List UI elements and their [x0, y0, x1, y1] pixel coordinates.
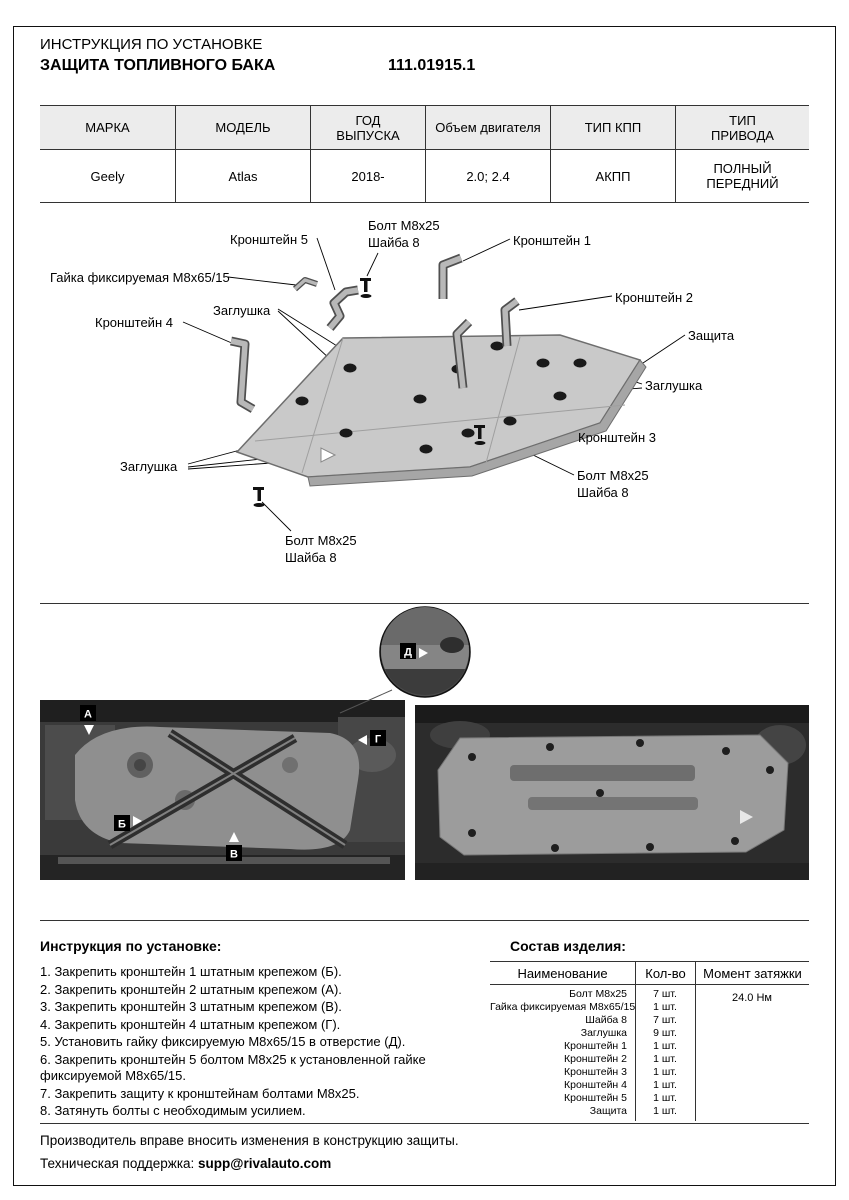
- component-name: Заглушка: [580, 1027, 627, 1039]
- component-qty: 1 шт.: [653, 1092, 677, 1104]
- instruction-step-6: 6. Закрепить кронштейн 5 болтом М8х25 к установленной гайке фиксируемой М8х65/15.: [40, 1051, 426, 1083]
- bolt-top-part: [360, 278, 372, 298]
- component-name: Защита: [589, 1105, 627, 1117]
- marker-b-letter: Б: [118, 818, 126, 831]
- components-col-qty: Кол-во: [635, 962, 695, 984]
- callout-bolt-top: [368, 217, 440, 251]
- callout-plug-bottom: Заглушка: [120, 459, 178, 474]
- callout-plug-right: Заглушка: [645, 378, 703, 393]
- component-name: Кронштейн 3: [564, 1066, 627, 1078]
- exploded-view-diagram: [40, 205, 809, 603]
- col-header-year: [310, 106, 425, 149]
- marker-d-letter: Д: [404, 646, 412, 659]
- section-divider-1: [40, 603, 809, 604]
- cell-gearbox: АКПП: [550, 150, 675, 202]
- callout-bolt-bottom-line2: Шайба 8: [285, 550, 337, 565]
- support-label: Техническая поддержка:: [40, 1156, 199, 1171]
- marker-g-letter: Г: [374, 733, 382, 746]
- components-divider-1: [635, 985, 636, 1121]
- callout-bolt-top-line2: Шайба 8: [368, 235, 420, 250]
- component-qty: 1 шт.: [653, 1053, 677, 1065]
- component-qty: 1 шт.: [653, 1040, 677, 1052]
- magnifier-detail: [340, 605, 472, 713]
- callout-bracket3: Кронштейн 3: [578, 430, 656, 445]
- installation-instructions: [40, 938, 490, 1121]
- col-header-engine: Объем двигателя: [425, 106, 550, 149]
- bracket-5-part: [330, 290, 358, 328]
- instruction-step-3: 3. Закрепить кронштейн 3 штатным крепежом (В).: [40, 999, 342, 1014]
- component-name: Кронштейн 5: [564, 1092, 627, 1104]
- manufacturer-note: Производитель вправе вносить изменения в конструкцию защиты.: [40, 1133, 459, 1148]
- support-line: [40, 1156, 331, 1171]
- cell-drive-line1: ПОЛНЫЙ: [713, 161, 772, 176]
- component-name: Кронштейн 1: [564, 1040, 627, 1052]
- component-name: Шайба 8: [585, 1014, 627, 1026]
- instruction-step-2: 2. Закрепить кронштейн 2 штатным крепежом (А).: [40, 981, 342, 997]
- bracket-4-part: [231, 341, 253, 409]
- vehicle-table: [40, 105, 809, 203]
- document-title-line2: ЗАЩИТА ТОПЛИВНОГО БАКА: [40, 57, 276, 74]
- col-header-brand: МАРКА: [85, 120, 130, 135]
- cell-year: 2018-: [310, 150, 425, 202]
- callout-bolt-right-line2: Шайба 8: [577, 485, 629, 500]
- section-divider-2: [40, 920, 809, 921]
- component-qty: 1 шт.: [653, 1105, 677, 1117]
- components-title: Состав изделия:: [510, 938, 626, 954]
- callout-bracket5: Кронштейн 5: [230, 232, 308, 247]
- component-name: Болт М8х25: [569, 988, 627, 1000]
- shield-plate: [237, 335, 640, 477]
- components-divider-2: [695, 985, 696, 1121]
- component-qty: 7 шт.: [653, 988, 677, 1000]
- component-name: Кронштейн 2: [564, 1053, 627, 1065]
- marker-a-letter: А: [84, 708, 92, 721]
- cell-brand: Geely: [90, 168, 125, 184]
- component-qty: 9 шт.: [653, 1027, 677, 1039]
- section-divider-3: [40, 1123, 809, 1124]
- callout-bolt-right: [577, 467, 649, 501]
- vehicle-table-header-row: [40, 105, 809, 150]
- bolt-bottom-part: [253, 487, 265, 507]
- callout-bracket2: Кронштейн 2: [615, 290, 693, 305]
- component-qty: 7 шт.: [653, 1014, 677, 1026]
- components-col-name: Наименование: [517, 965, 608, 981]
- callout-plug-top: Заглушка: [213, 303, 271, 318]
- callout-bolt-right-line1: Болт М8х25: [577, 468, 649, 483]
- exploded-view-drawing: [40, 205, 809, 603]
- callout-shield: Защита: [688, 328, 735, 343]
- col-header-year-label: ГОД ВЫПУСКА: [336, 112, 400, 143]
- marker-v-letter: В: [230, 848, 238, 861]
- photo-underbody-left: [40, 700, 405, 880]
- installation-photos: [40, 605, 809, 905]
- component-qty: 1 шт.: [653, 1066, 677, 1078]
- cell-model: Atlas: [175, 150, 310, 202]
- components-col-torque: Момент затяжки: [695, 962, 809, 984]
- cell-engine: 2.0; 2.4: [425, 150, 550, 202]
- instruction-step-1: 1. Закрепить кронштейн 1 штатным крепежом (Б).: [40, 964, 342, 979]
- component-name: Кронштейн 4: [564, 1079, 627, 1091]
- part-number: 111.01915.1: [388, 57, 476, 74]
- instruction-step-5: 5. Установить гайку фиксируемую М8х65/15 в отверстие (Д).: [40, 1034, 406, 1049]
- col-header-drive-label: ТИП ПРИВОДА: [711, 112, 774, 143]
- instruction-step-4: 4. Закрепить кронштейн 4 штатным крепежом (Г).: [40, 1016, 341, 1032]
- col-header-model: МОДЕЛЬ: [175, 106, 310, 149]
- components-section: [490, 938, 809, 1121]
- photo-shield-installed-right: [415, 705, 809, 880]
- components-table-body: [490, 985, 809, 1121]
- photos-drawing: [40, 605, 809, 905]
- fixing-nut-part: [295, 280, 317, 289]
- component-name: Гайка фиксируемая М8х65/15: [490, 1001, 636, 1013]
- callout-bolt-bottom-line1: Болт М8х25: [285, 533, 357, 548]
- cell-drive-line2: ПЕРЕДНИЙ: [706, 176, 779, 191]
- torque-value: 24.0 Нм: [732, 992, 772, 1004]
- document-title-line1: ИНСТРУКЦИЯ ПО УСТАНОВКЕ: [40, 36, 263, 53]
- support-email: supp@rivalauto.com: [198, 1156, 332, 1171]
- component-qty: 1 шт.: [653, 1001, 677, 1013]
- components-table-header: [490, 961, 809, 985]
- callout-bolt-top-line1: Болт М8х25: [368, 218, 440, 233]
- component-qty: 1 шт.: [653, 1079, 677, 1091]
- col-header-gearbox: ТИП КПП: [550, 106, 675, 149]
- instruction-step-7: 7. Закрепить защиту к кронштейнам болтами М8х25.: [40, 1085, 360, 1101]
- col-header-drive: [675, 106, 809, 149]
- callout-bracket4: Кронштейн 4: [95, 315, 173, 330]
- cell-drive: [675, 150, 809, 202]
- vehicle-table-data-row: [40, 150, 809, 203]
- bracket-1-part: [443, 258, 461, 299]
- instruction-step-8: 8. Затянуть болты с необходимым усилием.: [40, 1103, 306, 1118]
- callout-bolt-bottom: [285, 532, 357, 566]
- instructions-title: Инструкция по установке:: [40, 938, 222, 954]
- callout-bracket1: Кронштейн 1: [513, 233, 591, 248]
- callout-fixing-nut: Гайка фиксируемая М8х65/15: [50, 270, 230, 285]
